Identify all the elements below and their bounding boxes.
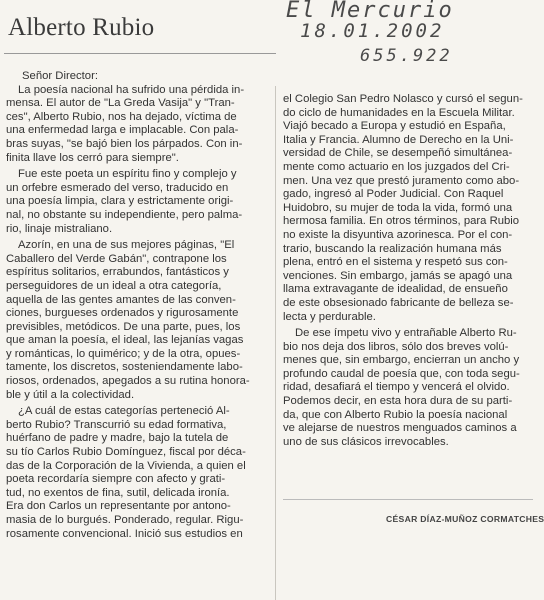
right-column-text [283, 93, 535, 449]
text-line: hermosa familia. En otros términos, para Rubio [283, 215, 520, 228]
text-line: lecta y perdurable. [283, 310, 376, 323]
text-line: huérfano de padre y madre, bajo la tutela de [6, 432, 229, 445]
column-divider [275, 86, 276, 600]
left-column-text [6, 84, 264, 542]
text-line: ces", Alberto Rubio, nos ha dejado, víctima de [6, 110, 237, 123]
title-rule [4, 53, 276, 54]
text-line: rio, linaje mistraliano. [6, 222, 113, 235]
text-line: llama extravagante de idealidad, de ensueño [283, 283, 508, 296]
text-line: una poesía limpia, clara y estrictamente origi- [6, 195, 234, 208]
text-line: bras suyas, "se bajó bien los párpados. Con in- [6, 137, 243, 150]
source-stamp: El Mercurio [286, 0, 454, 23]
text-line: Italia y Francia. Alumno de Derecho en la Uni- [283, 133, 514, 146]
text-line: que aman la poesía, el ideal, las lejanías vagas [6, 334, 244, 347]
text-line: rosamente convencional. Inició sus estudios en [6, 527, 243, 540]
text-line: masia de lo burgués. Ponderado, regular. Rigu- [6, 514, 244, 526]
text-line: riosos, ordenados, apegados a su rutina honora- [6, 375, 250, 388]
text-line: tamente, los discretos, sosteniendamente labo- [6, 361, 243, 374]
text-line: plena, entró en el sistema y respetó sus con- [283, 256, 508, 269]
text-line: mensa. El autor de "La Greda Vasija" y "Tran- [6, 97, 235, 110]
text-line: ve alejarse de nuestros menguados caminos a [283, 422, 517, 435]
text-line: finita llave los cerró para siempre". [6, 151, 179, 164]
text-line: ciones, burgueses ordenados y rigurosamente [6, 307, 239, 320]
signature-rule [283, 499, 533, 500]
article-column-left [6, 70, 264, 541]
text-line: ¿A cuál de estas categorías perteneció Al- [18, 405, 230, 418]
text-line: do ciclo de humanidades en la Escuela Militar. [283, 106, 515, 119]
text-line: das de la Corporación de la Vivienda, a quien el [6, 459, 246, 472]
date-stamp: 18.01.2002 [300, 20, 445, 42]
text-line: tud, no exentos de fina, sutil, delicada ironía. [6, 486, 230, 499]
text-line: Huidobro, su mujer de toda la vida, formó una [283, 201, 513, 214]
text-line: nal, no obstante su independiente, pero palma- [6, 208, 243, 221]
text-line: trario, buscando la realización humana más [283, 242, 502, 255]
text-line: ridad, desafiará el tiempo y vencerá el olvido. [283, 381, 510, 394]
text-line: venciones. Sin embargo, jamás se apagó una [283, 269, 513, 282]
text-line: De ese ímpetu vivo y entrañable Alberto Ru- [295, 327, 517, 340]
archive-code-stamp: 655.922 [360, 46, 453, 66]
text-line: de este obsesionado fabricante de belleza se- [283, 296, 514, 309]
text-line: menes que, sin embargo, encierran un ancho y [283, 354, 520, 367]
text-line: su tío Carlos Rubio Domínguez, fiscal por déca- [6, 446, 246, 459]
text-line: perseguidores de un ideal a otra categoría, [6, 279, 222, 292]
text-line: Viajó becado a Europa y estudió en España, [283, 120, 506, 133]
text-line: profundo caudal de poesía que, con toda segu- [283, 367, 520, 380]
text-line: mente como actuario en los juzgados del Cri- [283, 160, 510, 173]
text-line: y románticas, lo quimérico; y de la otra, opues- [6, 347, 241, 360]
text-line: espíritus solitarios, errabundos, fantásticos y [6, 266, 229, 279]
text-line: bio nos deja dos libros, sólo dos breves volú- [283, 340, 509, 353]
text-line: ble y útil a la colectividad. [6, 388, 135, 401]
article-column-right [283, 93, 535, 449]
text-line: Caballero del Verde Gabán", contrapone los [6, 252, 227, 265]
salutation: Señor Director: [22, 70, 98, 82]
text-line: no existe la disyuntiva azorinesca. Por el con- [283, 228, 513, 241]
text-line: poeta recordaría siempre con afecto y grati- [6, 473, 226, 486]
author-signature: CÉSAR DÍAZ-MUÑOZ CORMATCHES [386, 514, 544, 524]
text-line: La poesía nacional ha sufrido una pérdida in- [18, 83, 245, 96]
text-line: una enfermedad larga e implacable. Con pala- [6, 124, 239, 137]
text-line: Podemos decir, en esta hora dura de su parti- [283, 395, 513, 408]
article-title: Alberto Rubio [8, 14, 155, 41]
text-line: Era don Carlos un representante por antono- [6, 500, 231, 513]
text-line: versidad de Chile, se desempeñó simultánea- [283, 147, 513, 160]
text-line: Fue este poeta un espíritu fino y complejo y [18, 168, 237, 181]
text-line: men. Una vez que prestó juramento como abo- [283, 174, 520, 187]
text-line: aquella de las gentes amantes de las conven- [6, 293, 236, 306]
text-line: berto Rubio? Transcurrió su edad formativa, [6, 418, 227, 431]
text-line: previsibles, metódicos. De una parte, pues, los [6, 320, 241, 333]
text-line: da, que con Alberto Rubio la poesía nacional [283, 408, 508, 421]
text-line: el Colegio San Pedro Nolasco y cursó el segun- [283, 93, 523, 105]
text-line: un orfebre esmerado del verso, traducido en [6, 181, 229, 194]
text-line: Azorín, en una de sus mejores páginas, "El [18, 239, 235, 252]
text-line: gado, ingresó al Poder Judicial. Con Raquel [283, 188, 504, 201]
text-line: uno de sus clásicos irrevocables. [283, 435, 449, 448]
